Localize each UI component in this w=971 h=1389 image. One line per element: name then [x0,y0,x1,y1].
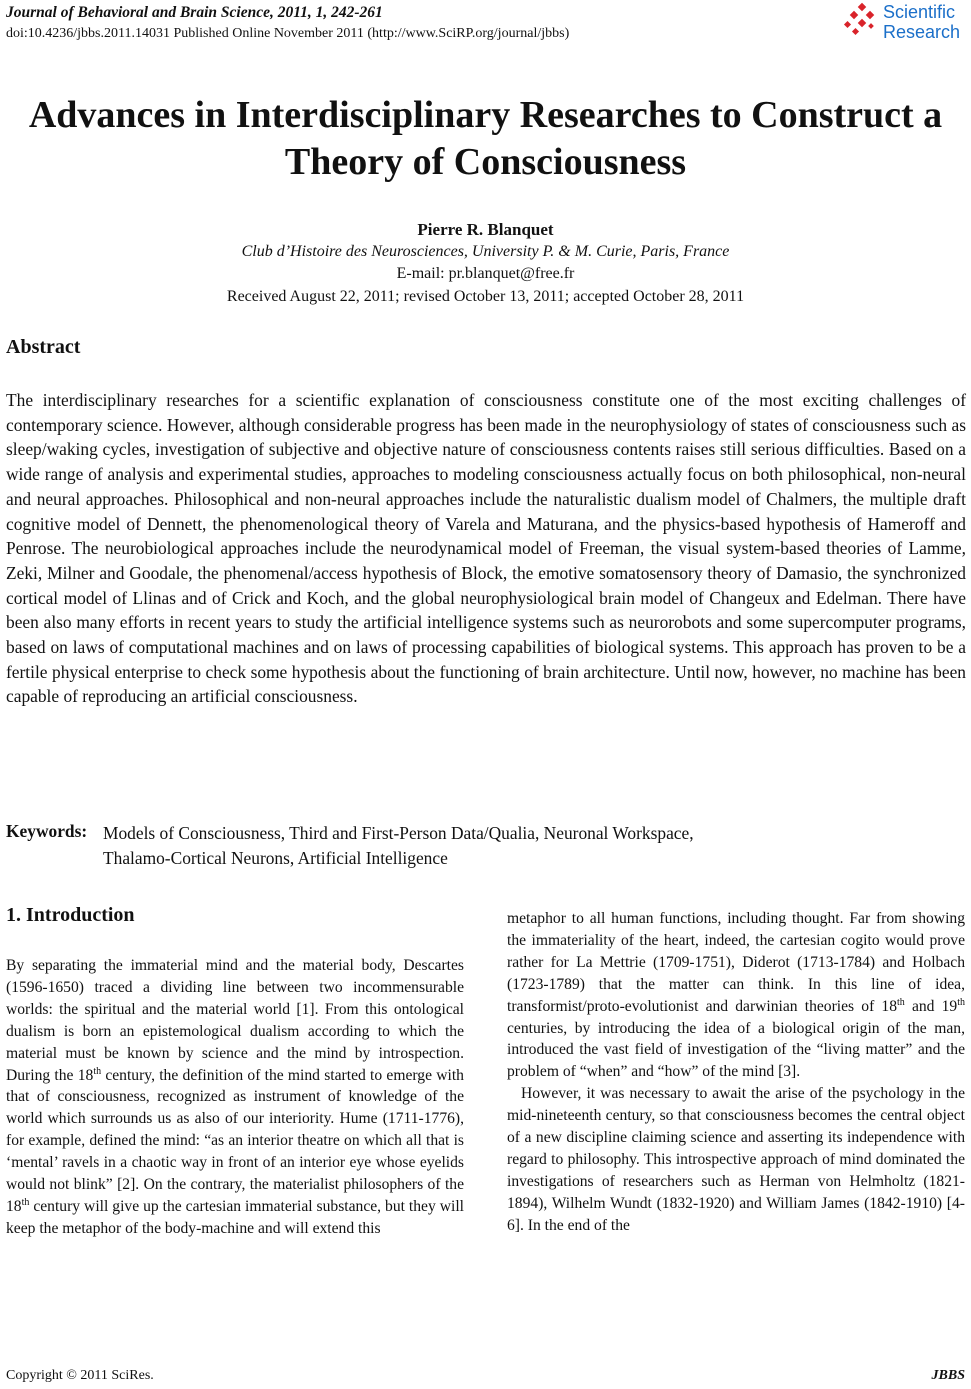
abstract-heading: Abstract [6,336,81,358]
keywords-list [103,821,883,870]
logo-mark-icon [841,2,881,42]
logo-line1: Scientific [883,2,956,22]
keywords-line2: Thalamo-Cortical Neurons, Artificial Intelligence [103,847,448,868]
paper-title: Advances in Interdisciplinary Researches to Construct a Theory of Consciousness [28,94,943,183]
doi-line: doi:10.4236/jbbs.2011.14031 Published Online November 2011 (http://www.SciRP.org/journal/jbbs) [6,26,570,41]
left-column [6,955,464,1240]
author-name: Pierre R. Blanquet [417,220,554,239]
footer-copyright: Copyright © 2011 SciRes. [6,1368,154,1383]
author-affiliation: Club d’Histoire des Neurosciences, University P. & M. Curie, Paris, France [241,243,730,260]
intro-paragraph-1: By separating the immaterial mind and the material body, Descartes (1596-1650) traced a dividing line between two incommensurable worlds: the spiritual and the material world [1]. From this ontological dualism is born an epistemological dualism according to which the material must be known by science and the mind by introspection. During the 18th century, the definition of the mind started to emerge with that of consciousness, recognized as instrument of knowledge of the world which surrounds us as also of our interiority. Hume (1711-1776), for example, defined the mind: “as an interior theatre on which all that is ‘mental’ ravels in a chaotic way in front of an interior eye whose eyelids would not blink” [2]. On the contrary, the materialist philosophers of the 18th century will give up the cartesian immaterial substance, but they will keep the metaphor of the body-machine and will extend this [6,957,464,1237]
received-dates: Received August 22, 2011; revised October 13, 2011; accepted October 28, 2011 [226,288,745,305]
intro-paragraph-2: However, it was necessary to await the arise of the psychology in the mid-nineteenth century, so that consciousness becomes the central object of a new discipline claiming science and asserting its independence with regard to philosophy. This introspective approach of mind dominated the investigations of researchers such as Herman von Helmholtz (1821-1894), Wilhelm Wundt (1832-1920) and William James (1842-1910) [4-6]. In the end of the [507,1085,965,1234]
intro-paragraph-1-cont: metaphor to all human functions, including thought. Far from showing the immateriality of the heart, indeed, the cartesian cogito would prove rather for La Mettrie (1709-1751), Diderot (1713-1784) and Holbach (1723-1789) that the matter can think. In this line of idea, transformist/proto-evolutionist and darwinian theories of 18th and 19th centuries, by introducing the idea of a biological origin of the man, introduced the vast field of investigation of the “living matter” and the problem of “when” and “how” of the mind [3]. [507,910,965,1081]
author-email: E-mail: pr.blanquet@free.fr [396,265,575,282]
abstract-text: The interdisciplinary researches for a scientific explanation of consciousness constitute one of the most exciting challenges of contemporary science. However, although considerable progress has been made in the neurophysiology of states of consciousness such as sleep/waking cycles, investigation of subjective and objective nature of consciousness contents raises still serious difficulties. Based on a wide range of analysis and experimental studies, approaches to modeling consciousness actually focus on both philosophical, non-neural and neural approaches. Philosophical and non-neural approaches include the naturalistic dualism model of Chalmers, the multiple draft cognitive model of Dennett, the phenomenological theory of Varela and Maturana, and the physics-based hypothesis of Hameroff and Penrose. The neurobiological approaches include the neurodynamical model of Freeman, the visual system-based theories of Lamme, Zeki, Milner and Goodale, the phenomenal/access hypothesis of Block, the emotive somatosensory theory of Damasio, the synchronized cortical model of Llinas and of Crick and Koch, and the global neurophysiological brain model of Changeux and Edelman. There have been also many efforts in recent years to study the artificial intelligence systems such as neurorobots and some supercomputer programs, based on laws of computational machines and on laws of processing capabilities of biological systems. This approach has proven to be a fertile physical enterprise to check some hypothesis about the functioning of brain architecture. Until now, however, no machine has been capable of reproducing an artificial consciousness. [6,390,966,707]
footer-journal-abbr: JBBS [931,1368,965,1383]
keywords-label: Keywords: [6,821,88,841]
section-heading-introduction: 1. Introduction [6,904,135,926]
journal-citation: Journal of Behavioral and Brain Science, 2011, 1, 242-261 [6,4,383,21]
keywords-line1: Models of Consciousness, Third and First-Person Data/Qualia, Neuronal Workspace, [103,823,694,843]
right-column [507,908,965,1237]
publisher-logo [841,2,965,44]
logo-line2: Research [883,22,961,42]
